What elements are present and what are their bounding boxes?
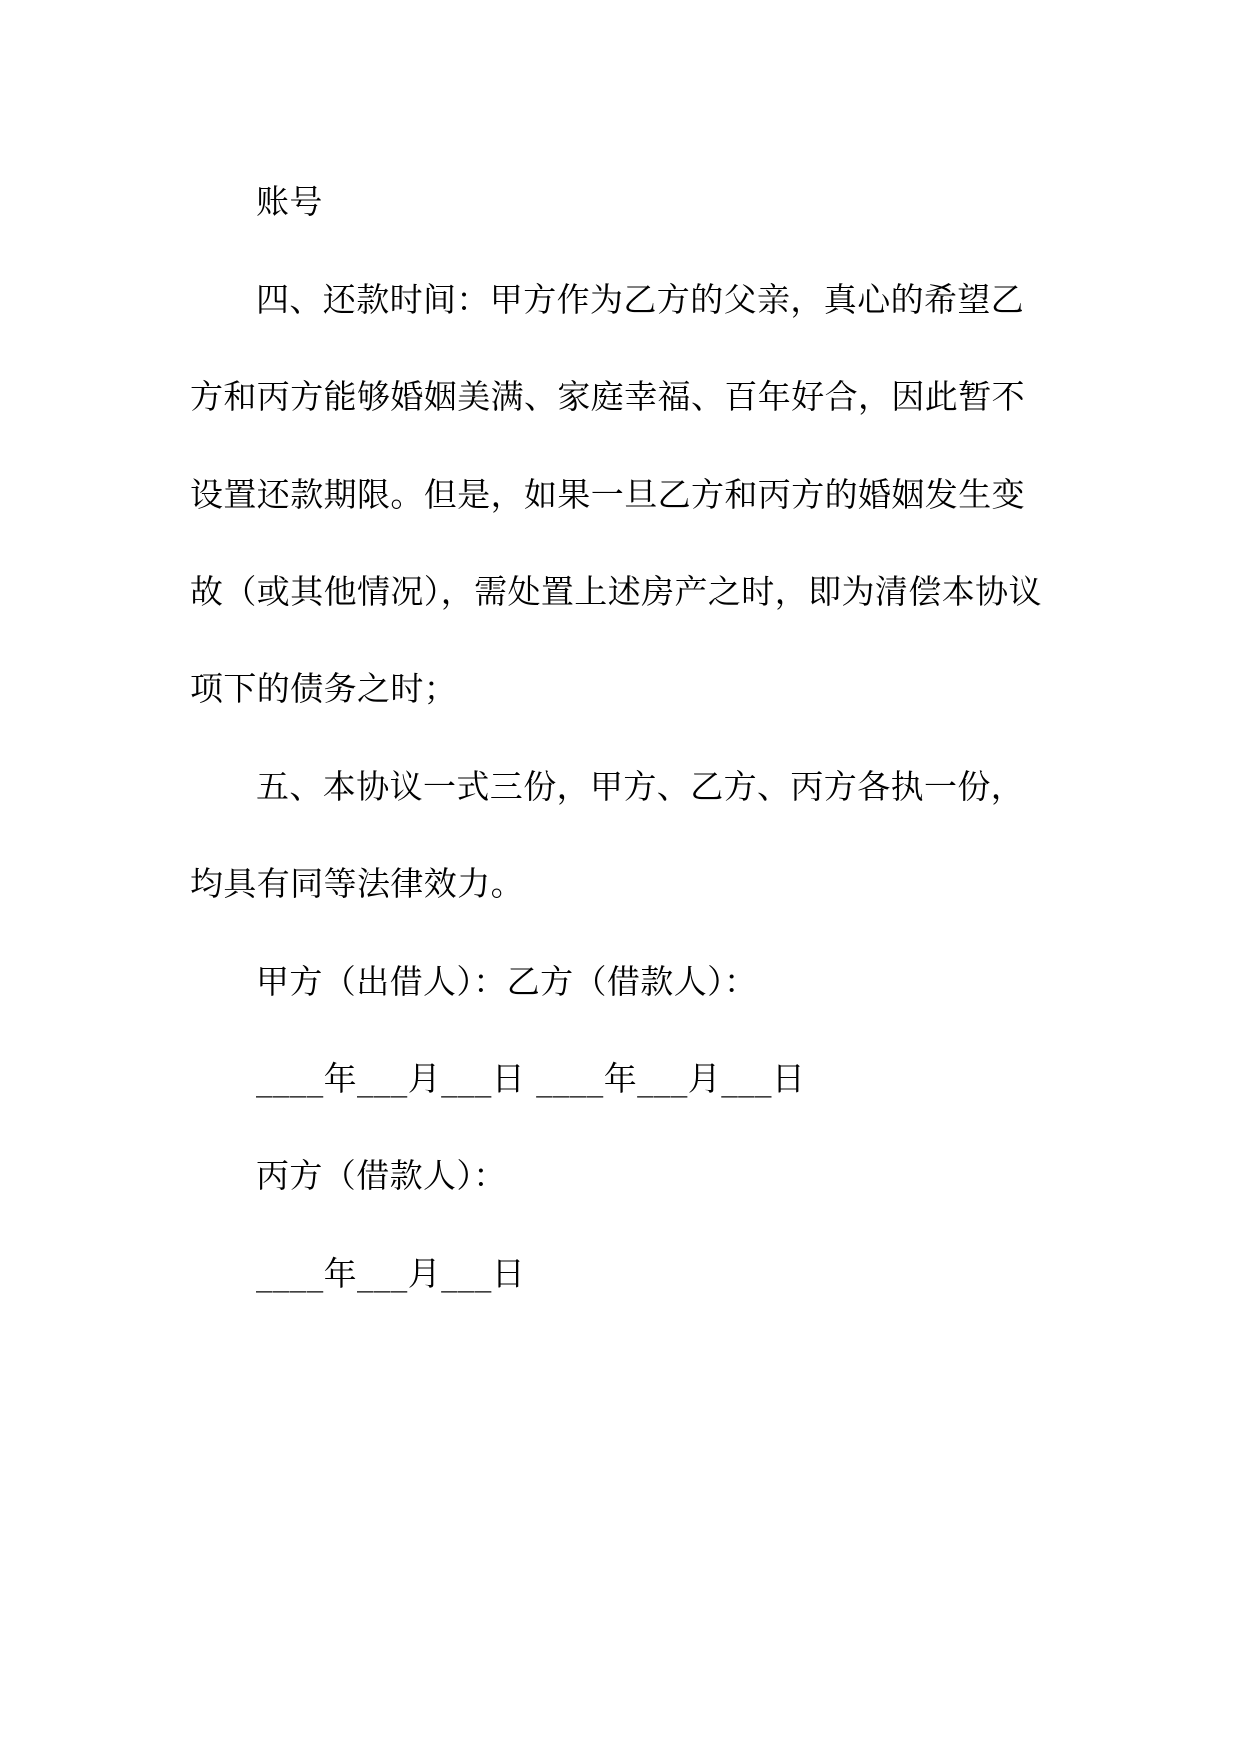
clause-5-line-2: 均具有同等法律效力。 <box>190 864 524 903</box>
party-a-b-date-line: ____年___月___日 ____年___月___日 <box>256 1059 806 1098</box>
account-label: 账号 <box>256 182 323 221</box>
clause-4-line-5: 项下的债务之时； <box>190 669 458 708</box>
clause-4-line-3: 设置还款期限。但是，如果一旦乙方和丙方的婚姻发生变 <box>190 475 1025 514</box>
clause-4-line-1: 四、还款时间：甲方作为乙方的父亲，真心的希望乙 <box>256 280 1025 319</box>
party-c-signature-label: 丙方（借款人）： <box>256 1156 507 1195</box>
party-c-date-line: ____年___月___日 <box>256 1254 526 1293</box>
clause-4-line-4: 故（或其他情况），需处置上述房产之时，即为清偿本协议 <box>190 572 1042 611</box>
party-a-b-signature-label: 甲方（出借人）：乙方（借款人）： <box>256 962 758 1001</box>
clause-5-line-1: 五、本协议一式三份，甲方、乙方、丙方各执一份， <box>256 767 1025 806</box>
clause-4-line-2: 方和丙方能够婚姻美满、家庭幸福、百年好合，因此暂不 <box>190 377 1025 416</box>
